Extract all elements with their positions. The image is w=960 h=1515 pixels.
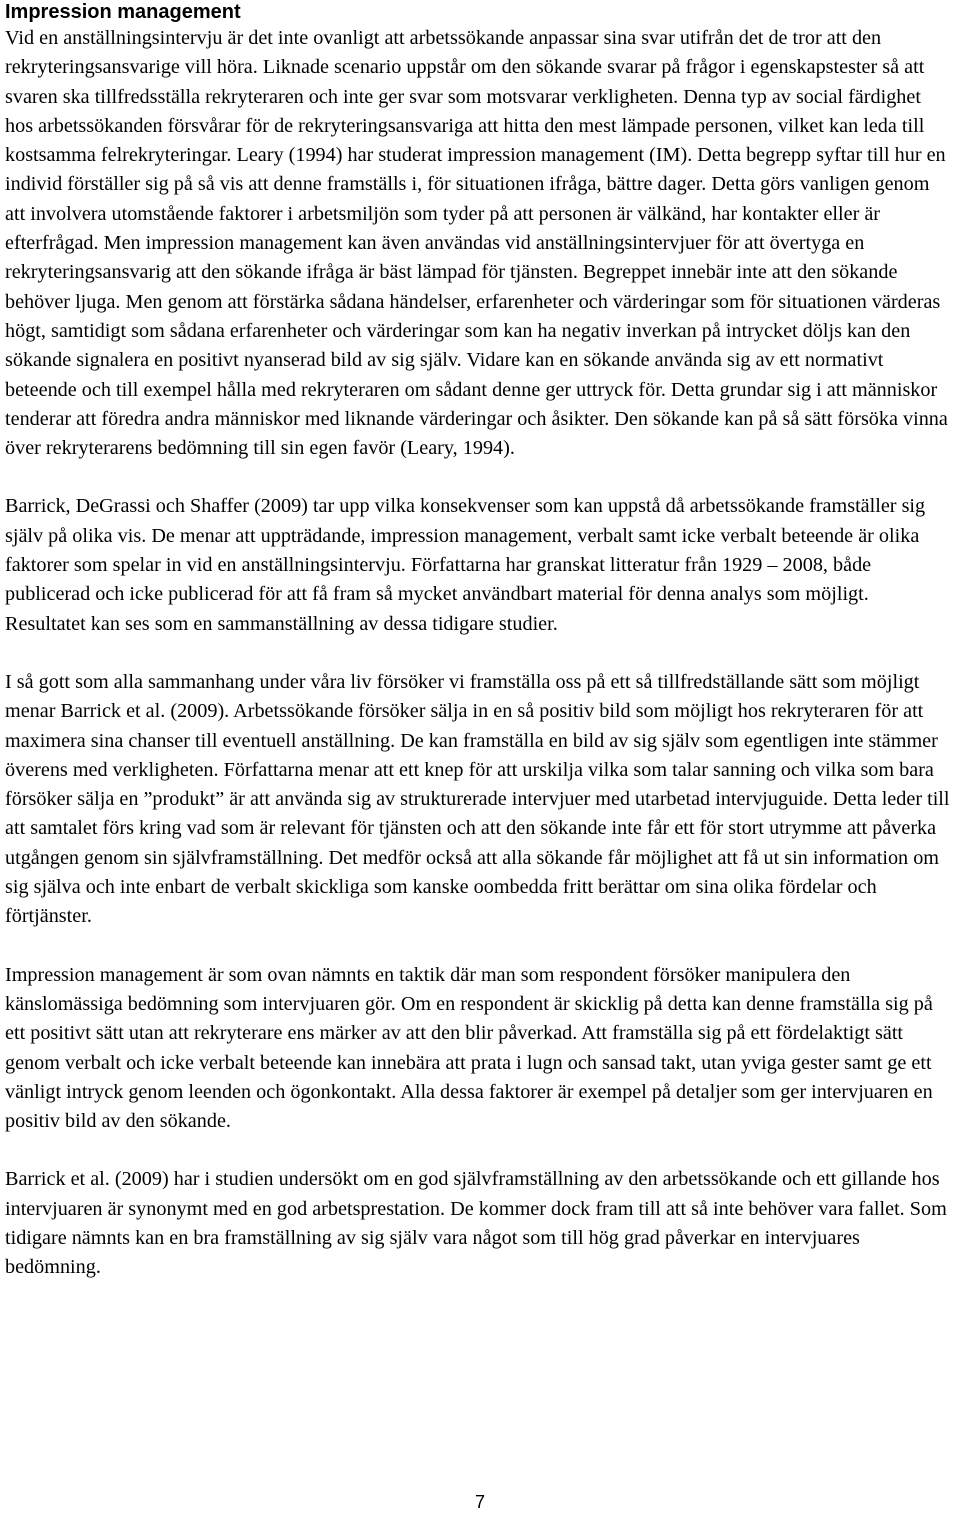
paragraph-3: I så gott som alla sammanhang under våra liv försöker vi framställa oss på ett så tillfredställande sätt som möjligt menar Barrick et al. (2009). Arbetssökande försöker sälja in en så positiv bild som möjligt hos rekryteraren för att maximera sina chanser till eventuell anställning. De kan framställa en bild av sig själv som egentligen inte stämmer överens med verkligheten. Författarna menar att ett knep för att urskilja vilka som talar sanning och vilka som bara försöker sälja en ”produkt” är att använda sig av strukturerade intervjuer med utarbetad intervjuguide. Detta leder till att samtalet förs kring vad som är relevant för tjänsten och att den sökande inte får ett för stort utrymme att påverka utgången genom sin självframställning. Det medför också att alla sökande får möjlighet att få ut sin information om sig själva och inte enbart de verbalt skickliga som kanske oombedda fritt berättar om sina olika fördelar och förtjänster. <box>5 670 950 928</box>
paragraph-1: Vid en anställningsintervju är det inte ovanligt att arbetssökande anpassar sina svar utifrån det de tror att den rekryteringsansvarige vill höra. Liknade scenario uppstår om den sökande svarar på frågor i egenskapstester så att svaren ska tillfredsställa rekryteraren och inte ger svar som motsvarar verkligheten. Denna typ av social färdighet hos arbetssökanden försvårar för de rekryteringsansvariga att hitta den mest lämpade personen, vilket kan leda till kostsamma felrekryteringar. Leary (1994) har studerat impression management (IM). Detta begrepp syftar till hur en individ förställer sig på så vis att denne framställs i, för situationen ifråga, bättre dager. Detta görs vanligen genom att involvera utomstående faktorer i arbetsmiljön som tyder på att personen är välkänd, har kontakter eller är efterfrågad. Men impression management kan även användas vid anställningsintervjuer för att övertyga en rekryteringsansvarig att den sökande ifråga är bäst lämpad för tjänsten. Begreppet innebär inte att den sökande behöver ljuga. Men genom att förstärka sådana händelser, erfarenheter och värderingar som för situationen värderas högt, samtidigt som sådana erfarenheter och värderingar som kan ha negativ inverkan på intrycket döljs kan den sökande signalera en positivt nyanserad bild av sig själv. Vidare kan en sökande använda sig av ett normativt beteende och till exempel hålla med rekryteraren om sådant denne ger uttryck för. Detta grundar sig i att människor tenderar att föredra andra människor med liknande värderingar och åsikter. Den sökande kan på så sätt försöka vinna över rekryterarens bedömning till sin egen favör (Leary, 1994). <box>5 27 948 460</box>
paragraph-2: Barrick, DeGrassi och Shaffer (2009) tar upp vilka konsekvenser som kan uppstå då arbetssökande framställer sig själv på olika vis. De menar att uppträdande, impression management, verbalt samt icke verbalt beteende är olika faktorer som spelar in vid en anställningsintervju. Författarna har granskat litteratur från 1929 – 2008, både publicerad och icke publicerad för att få fram så mycket användbart material för denna analys som möjligt. Resultatet kan ses som en sammanställning av dessa tidigare studier. <box>5 495 926 635</box>
paragraph-4: Impression management är som ovan nämnts en taktik där man som respondent försöker manipulera den känslomässiga bedömning som intervjuaren gör. Om en respondent är skicklig på detta kan denne framställa sig på ett positivt sätt utan att rekryterare ens märker av att den blir påverkad. Att framställa sig på ett fördelaktigt sätt genom verbalt och icke verbalt beteende kan innebära att prata i lugn och sansad takt, utan yviga gester samt ge ett vänligt intryck genom leenden och ögonkontakt. Alla dessa faktorer är exempel på detaljer som ger intervjuaren en positiv bild av den sökande. <box>5 963 933 1133</box>
section-heading: Impression management <box>5 1 241 23</box>
paragraph-5: Barrick et al. (2009) har i studien undersökt om en god självframställning av den arbetssökande och ett gillande hos intervjuaren är synonymt med en god arbetsprestation. De kommer dock fram till att så inte behöver vara fallet. Som tidigare nämnts kan en bra framställning av sig själv vara något som till hög grad påverkar en intervjuares bedömning. <box>5 1168 947 1279</box>
document-page <box>5 0 953 1283</box>
page-number: 7 <box>474 1492 485 1512</box>
